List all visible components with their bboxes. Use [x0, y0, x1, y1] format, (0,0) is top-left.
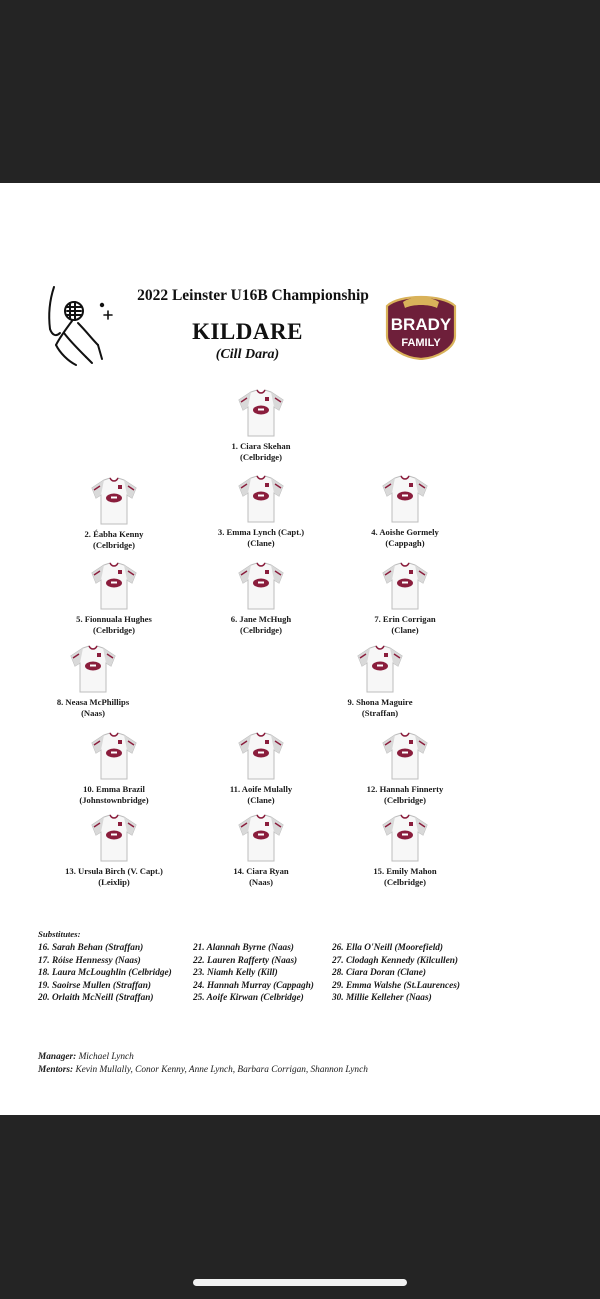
player-name: 6. Jane McHugh [230, 614, 292, 624]
substitute-entry: 22. Lauren Rafferty (Naas) [193, 955, 298, 966]
substitute-entry: 16. Sarah Behan (Straffan) [38, 943, 144, 953]
jersey-icon [69, 644, 117, 694]
player-club: (Johnstownbridge) [79, 795, 149, 805]
player-6 [181, 561, 341, 636]
county-name: KILDARE [192, 319, 303, 344]
championship-title: 2022 Leinster U16B Championship [137, 287, 369, 304]
player-13 [34, 813, 194, 888]
substitutes-column-2 [193, 942, 314, 1005]
player-3 [181, 474, 341, 549]
player-club: (Celbridge) [383, 795, 426, 805]
player-club: (Celbridge) [239, 625, 282, 635]
jersey-icon [237, 813, 285, 863]
jersey-icon [237, 388, 285, 438]
substitute-entry: 18. Laura McLoughlin (Celbridge) [38, 968, 172, 979]
substitute-entry: 25. Aoife Kirwan (Celbridge) [193, 993, 304, 1004]
manager-line [38, 1052, 134, 1062]
substitute-entry: 29. Emma Walshe (St.Laurences) [332, 980, 461, 991]
player-9 [300, 644, 460, 719]
substitutes-heading: Substitutes: [38, 929, 81, 939]
player-name: 14. Ciara Ryan [233, 866, 289, 876]
jersey-icon [90, 561, 138, 611]
player-name: 5. Fionnuala Hughes [76, 614, 152, 624]
sponsor-line1: BRADY [390, 315, 452, 334]
brady-family-sponsor-logo [381, 292, 461, 360]
player-name: 8. Neasa McPhillips [56, 697, 130, 707]
manager-label: Manager: [38, 1052, 77, 1062]
player-5 [34, 561, 194, 636]
jersey-icon [237, 474, 285, 524]
jersey-icon [90, 476, 138, 526]
player-name: 11. Aoife Mulally [229, 784, 293, 794]
substitute-entry: 17. Róise Hennessy (Naas) [38, 955, 141, 966]
sponsor-line2: FAMILY [401, 337, 441, 349]
jersey-icon [381, 731, 429, 781]
player-4 [325, 474, 485, 549]
player-club: (Celbridge) [92, 540, 135, 550]
substitutes-column-1 [38, 942, 172, 1005]
jersey-icon [90, 731, 138, 781]
player-name: 12. Hannah Finnerty [366, 784, 444, 794]
jersey-icon [90, 813, 138, 863]
home-indicator[interactable] [193, 1279, 407, 1286]
substitute-entry: 30. Millie Kelleher (Naas) [332, 993, 432, 1004]
bottom-dark-bar [0, 1115, 600, 1299]
player-name: 15. Emily Mahon [373, 866, 437, 876]
player-club: (Celbridge) [239, 452, 282, 462]
mentors-names: Kevin Mullally, Conor Kenny, Anne Lynch, Barbara Corrigan, Shannon Lynch [75, 1065, 368, 1075]
jersey-icon [237, 561, 285, 611]
substitute-entry: 21. Alannah Byrne (Naas) [193, 943, 294, 953]
mentors-label: Mentors: [38, 1065, 74, 1075]
player-club: (Straffan) [361, 708, 399, 718]
jersey-icon [381, 561, 429, 611]
player-name: 9. Shona Maguire [347, 697, 413, 707]
player-club: (Celbridge) [92, 625, 135, 635]
top-dark-bar [0, 0, 600, 183]
substitutes-column-3 [332, 942, 460, 1005]
jersey-icon [381, 813, 429, 863]
substitute-entry: 19. Saoirse Mullen (Straffan) [38, 980, 151, 991]
player-name: 7. Erin Corrigan [374, 614, 436, 624]
player-name: 13. Ursula Birch (V. Capt.) [65, 866, 163, 876]
substitute-entry: 27. Clodagh Kennedy (Kilcullen) [332, 955, 459, 966]
player-1 [181, 388, 341, 463]
jersey-icon [381, 474, 429, 524]
substitute-entry: 24. Hannah Murray (Cappagh) [193, 980, 314, 991]
player-club: (Celbridge) [383, 877, 426, 887]
substitute-entry: 26. Ella O'Neill (Moorefield) [332, 943, 444, 953]
player-12 [325, 731, 485, 806]
player-club: (Cappagh) [385, 538, 425, 548]
mentors-line [38, 1065, 368, 1075]
player-name: 3. Emma Lynch (Capt.) [217, 527, 305, 537]
player-club: (Clane) [247, 795, 275, 805]
player-name: 4. Aoishe Gormely [371, 527, 439, 537]
player-name: 1. Ciara Skehan [231, 441, 291, 451]
camogie-player-logo [42, 283, 118, 369]
player-club: (Clane) [391, 625, 419, 635]
player-name: 10. Emma Brazil [83, 784, 145, 794]
jersey-icon [356, 644, 404, 694]
player-15 [325, 813, 485, 888]
substitute-entry: 28. Ciara Doran (Clane) [332, 968, 427, 979]
player-name: 2. Éabha Kenny [84, 529, 144, 539]
player-club: (Naas) [81, 708, 105, 718]
player-club: (Leixlip) [98, 877, 130, 887]
manager-name: Michael Lynch [78, 1052, 134, 1062]
player-club: (Clane) [247, 538, 275, 548]
jersey-icon [237, 731, 285, 781]
player-8 [13, 644, 173, 719]
player-11 [181, 731, 341, 806]
player-2 [34, 476, 194, 551]
player-14 [181, 813, 341, 888]
county-irish-name: (Cill Dara) [215, 347, 280, 362]
substitute-entry: 23. Niamh Kelly (Kill) [193, 968, 278, 979]
substitute-entry: 20. Orlaith McNeill (Straffan) [38, 993, 154, 1004]
player-club: (Naas) [249, 877, 273, 887]
player-7 [325, 561, 485, 636]
player-10 [34, 731, 194, 806]
